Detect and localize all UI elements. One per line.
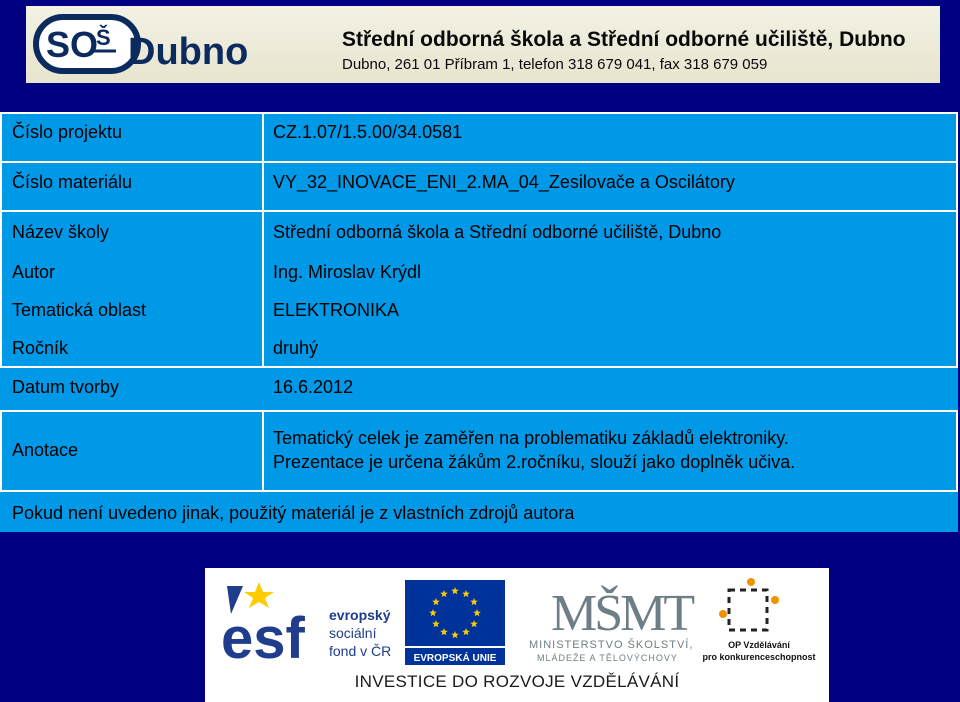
footer-note: Pokud není uvedeno jinak, použitý materiál je z vlastních zdrojů autora bbox=[12, 503, 575, 523]
op-line-2: pro konkurenceschopnost bbox=[702, 652, 816, 662]
logo-so: SO bbox=[46, 24, 99, 65]
op-line-1: OP Vzdělávání bbox=[728, 640, 790, 650]
label-datum-tvorby: Datum tvorby bbox=[12, 377, 120, 397]
school-logo bbox=[32, 11, 249, 77]
value-anotace-line-1: Tematický celek je zaměřen na problematiku základů elektroniky. bbox=[273, 428, 789, 448]
value-cislo-materialu: VY_32_INOVACE_ENI_2.MA_04_Zesilovače a Oscilátory bbox=[273, 172, 735, 192]
value-rocnik: druhý bbox=[273, 338, 319, 358]
value-datum-tvorby: 16.6.2012 bbox=[273, 377, 354, 397]
investice-slogan: INVESTICE DO ROZVOJE VZDĚLÁVÁNÍ bbox=[354, 672, 680, 691]
header-banner bbox=[26, 6, 940, 83]
label-cislo-projektu: Číslo projektu bbox=[12, 122, 123, 142]
value-tematicka-oblast: ELEKTRONIKA bbox=[273, 300, 400, 320]
esf-line-1: evropský bbox=[329, 607, 391, 623]
logo-u: Š bbox=[96, 25, 111, 50]
msmt-logo bbox=[525, 576, 695, 666]
info-table bbox=[0, 112, 958, 532]
cell-anotace-value bbox=[262, 410, 958, 492]
msmt-big-text: MŠMT bbox=[551, 585, 693, 642]
school-address: Dubno, 261 01 Příbram 1, telefon 318 679 041, fax 318 679 059 bbox=[342, 56, 768, 73]
label-rocnik: Ročník bbox=[12, 338, 69, 358]
eu-logo-strip bbox=[205, 568, 829, 702]
value-nazev-skoly: Střední odborná škola a Střední odborné učiliště, Dubno bbox=[273, 222, 722, 242]
value-anotace-line-2: Prezentace je určena žákům 2.ročníku, slouží jako doplněk učiva. bbox=[273, 452, 796, 472]
value-autor: Ing. Miroslav Krýdl bbox=[273, 262, 422, 282]
eu-label: EVROPSKÁ UNIE bbox=[413, 653, 497, 664]
op-vzdelavani-logo bbox=[695, 574, 825, 668]
esf-line-3: fond v ČR bbox=[329, 643, 392, 659]
op-square-icon bbox=[729, 590, 767, 630]
esf-line-2: sociální bbox=[329, 625, 377, 641]
esf-star-icon bbox=[244, 582, 274, 608]
label-autor: Autor bbox=[12, 262, 56, 282]
label-tematicka-oblast: Tematická oblast bbox=[12, 300, 147, 320]
label-cislo-materialu: Číslo materiálu bbox=[12, 172, 133, 192]
label-anotace: Anotace bbox=[12, 440, 79, 460]
esf-logo bbox=[221, 580, 401, 671]
msmt-line-1: MINISTERSTVO ŠKOLSTVÍ, bbox=[529, 639, 694, 651]
label-nazev-skoly: Název školy bbox=[12, 222, 110, 242]
logo-dubno: Dubno bbox=[128, 31, 249, 73]
esf-big-text: esf bbox=[221, 606, 305, 671]
msmt-line-2: MLÁDEŽE A TĚLOVÝCHOVY bbox=[537, 653, 678, 663]
school-name: Střední odborná škola a Střední odborné učiliště, Dubno bbox=[342, 28, 906, 51]
eu-flag-logo bbox=[401, 578, 511, 668]
value-cislo-projektu: CZ.1.07/1.5.00/34.0581 bbox=[273, 122, 463, 142]
